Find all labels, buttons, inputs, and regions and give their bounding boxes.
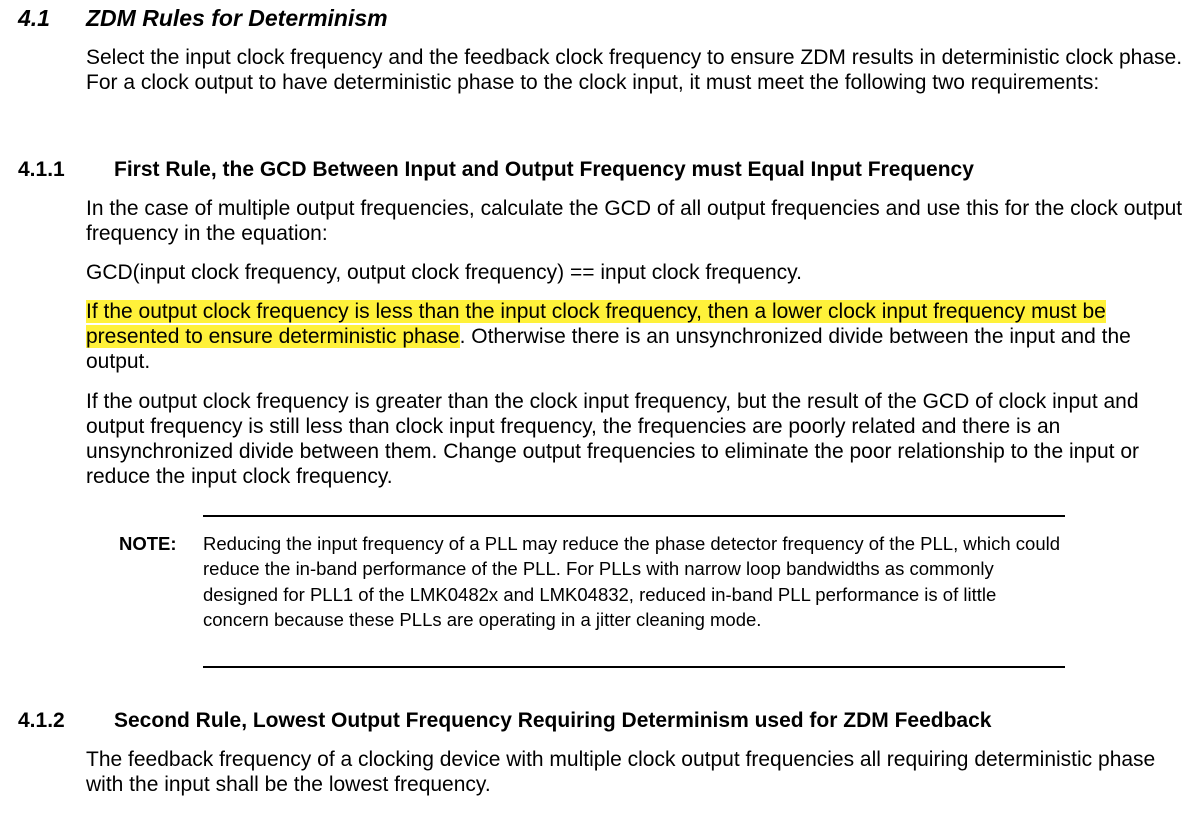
subsection-2-title: Second Rule, Lowest Output Frequency Requiring Determinism used for ZDM Feedback [114,709,992,732]
subsection-1-number: 4.1.1 [18,158,65,181]
note-label: NOTE: [119,533,177,554]
highlighted-text: If the output clock frequency is less than the input clock frequency, then a lower clock input frequency must be presented to ensure deterministic phase [86,300,1106,348]
note-text: Reducing the input frequency of a PLL may reduce the phase detector frequency of the PLL, which could reduce the in-band performance of the PLL. For PLLs with narrow loop bandwidths as commonly designed for PLL1 of the LMK0482x and LMK04832, reduced in-band PLL performance is of little concern because these PLLs are operating in a jitter cleaning mode. [203,533,1061,630]
subsection-1-paragraph-3 [86,299,1186,374]
subsection-1-title: First Rule, the GCD Between Input and Output Frequency must Equal Input Frequency [114,158,974,181]
section-number: 4.1 [18,5,50,31]
note-top-rule [203,515,1065,517]
note-bottom-rule [203,666,1065,668]
paragraph-3-rest: . Otherwise there is an unsynchronized divide between the input and the output. [86,325,1131,373]
gcd-equation: GCD(input clock frequency, output clock frequency) == input clock frequency. [86,261,802,284]
section-intro-paragraph: Select the input clock frequency and the feedback clock frequency to ensure ZDM results in deterministic clock phase. For a clock output to have deterministic phase to the clock input, it must meet the following two requirements: [86,46,1183,94]
subsection-1-paragraph-1: In the case of multiple output frequencies, calculate the GCD of all output frequencies and use this for the clock output frequency in the equation: [86,197,1183,245]
subsection-2-number: 4.1.2 [18,709,65,732]
section-title: ZDM Rules for Determinism [86,5,388,31]
subsection-1-paragraph-4: If the output clock frequency is greater than the clock input frequency, but the result of the GCD of clock input and output frequency is still less than clock input frequency, the frequencies are poorly related and there is an unsynchronized divide between them. Change output frequencies to eliminate the poor relationship to the input or reduce the input clock frequency. [86,390,1140,488]
subsection-2-paragraph-1: The feedback frequency of a clocking device with multiple clock output frequencies all requiring deterministic phase with the input shall be the lowest frequency. [86,748,1156,796]
